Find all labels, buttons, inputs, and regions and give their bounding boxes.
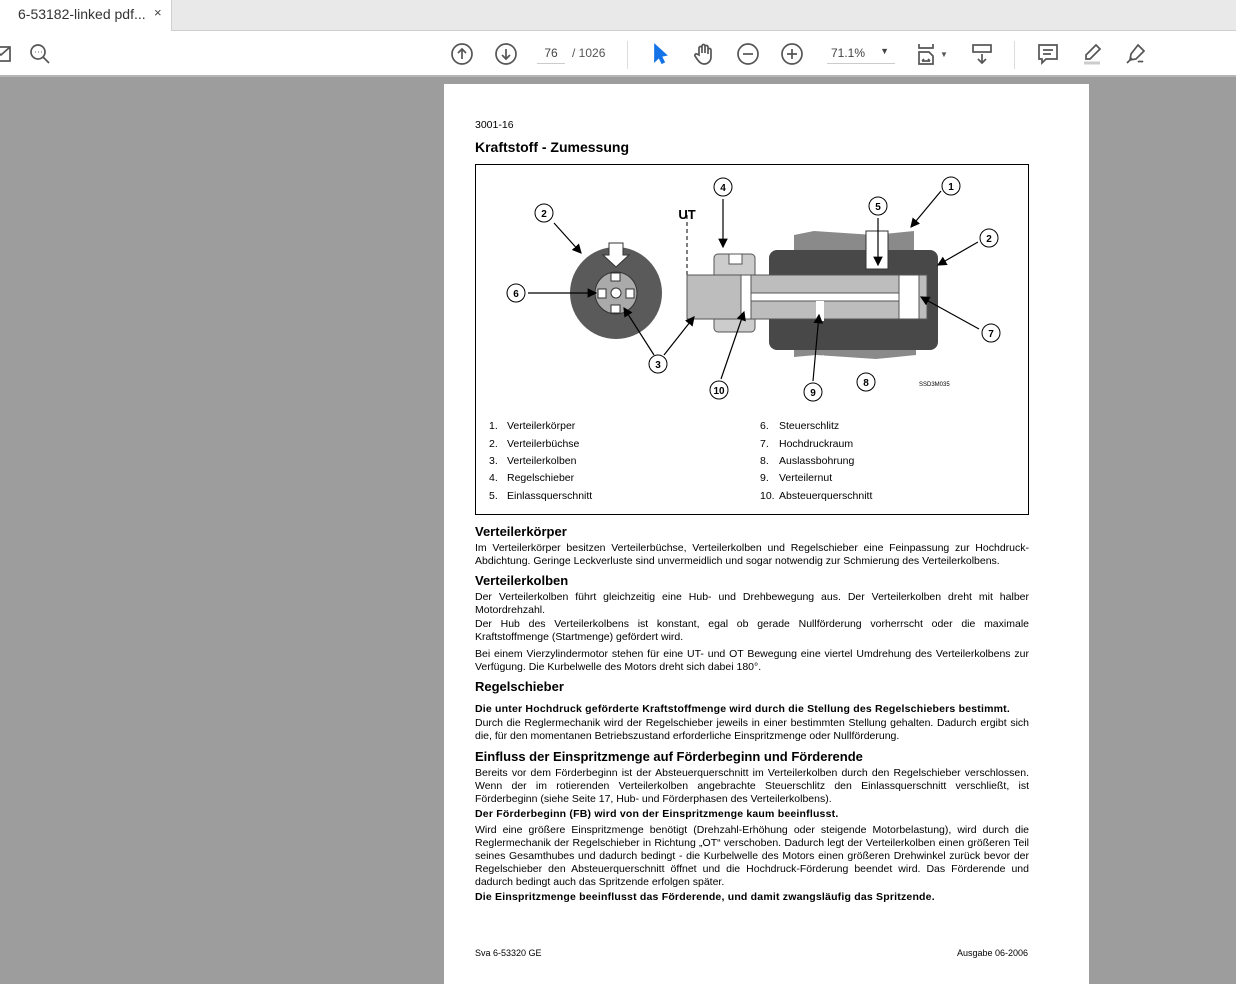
section-heading: Verteilerkolben: [475, 573, 569, 588]
paragraph: Der Hub des Verteilerkolbens ist konstant, egal ob gerade Nullförderung vorherrscht oder die maximale Kraftstoffmenge (Startmenge) gefördert wird.: [475, 618, 1029, 643]
zoom-in-icon[interactable]: [779, 41, 805, 67]
paragraph-bold: Die Einspritzmenge beeinflusst das Förderende, und damit zwangsläufig das Spritzende.: [475, 891, 935, 903]
search-icon[interactable]: [27, 41, 53, 67]
callout-9: [804, 383, 822, 401]
svg-text:9: 9: [810, 388, 816, 399]
legend-num: 9.: [760, 472, 769, 484]
paragraph-bold: Die unter Hochdruck geförderte Kraftstoffmenge wird durch die Stellung des Regelschiebers bestimmt.: [475, 703, 1010, 715]
zoom-value: 71.1%: [831, 46, 866, 60]
fit-page-icon[interactable]: [914, 41, 940, 67]
callout-1: [942, 177, 960, 195]
comment-icon[interactable]: [1035, 41, 1061, 67]
callout-8: [857, 373, 875, 391]
legend-num: 6.: [760, 420, 769, 432]
paragraph: Bereits vor dem Förderbeginn ist der Absteuerquerschnitt im Verteilerkolben durch den Regelschieber verschlossen. Wenn der im rotierenden Verteilerkolben angebrachte Steuerschlitz den Einlassquerschnitt verschließt, ist Förderbeginn (siehe Seite 17, Hub- und Förderphasen des Verteilerkolbens).: [475, 767, 1029, 805]
legend-num: 2.: [489, 438, 498, 450]
callout-3: [649, 355, 667, 373]
divider: [1014, 41, 1015, 69]
sign-icon[interactable]: [1123, 41, 1149, 67]
close-tab-icon[interactable]: ×: [154, 5, 162, 20]
mail-icon[interactable]: [0, 41, 14, 67]
legend-label: Verteilerbüchse: [507, 438, 580, 450]
page-title: Kraftstoff - Zumessung: [475, 139, 629, 155]
paragraph: Wird eine größere Einspritzmenge benötigt (Drehzahl-Erhöhung oder steigende Motorbelastung), wird durch die Reglermechanik der Regelschieber in Richtung „OT“ verschoben. Dadurch legt der Verteilerkolben einen größeren Teil seines Gesamthubes und dadurch bedingt - die Kurbelwelle des Motors einen größeren Drehwinkel zurück bevor der Regelschieber den Absteuerquerschnitt öffnet und die Hochdruck-Förderung beendet wird. Das Förderende und dadurch bedingt auch das Spritzende erfolgen später.: [475, 824, 1029, 888]
divider: [627, 41, 628, 69]
page-header-code: 3001-16: [475, 119, 514, 131]
paragraph: Im Verteilerkörper besitzen Verteilerbüchse, Verteilerkolben und Regelschieber eine Feinpassung zur Hochdruck-Abdichtung. Geringe Leckverluste sind unvermeidlich und sogar notwendig zur Schmierung des Verteilerkolbens.: [475, 542, 1029, 567]
hand-tool-icon[interactable]: [691, 41, 717, 67]
legend-num: 8.: [760, 455, 769, 467]
section-heading: Einfluss der Einspritzmenge auf Förderbeginn und Förderende: [475, 749, 863, 764]
legend-label: Einlassquerschnitt: [507, 490, 593, 502]
footer-left: Sva 6-53320 GE: [475, 948, 542, 958]
document-tab[interactable]: [0, 0, 172, 32]
legend-label: Auslassbohrung: [779, 455, 855, 467]
legend-label: Verteilerkörper: [507, 420, 576, 432]
legend-num: 10.: [760, 490, 775, 502]
svg-text:7: 7: [988, 329, 994, 340]
legend-label: Verteilerkolben: [507, 455, 577, 467]
legend-label: Regelschieber: [507, 472, 575, 484]
svg-text:6: 6: [513, 289, 519, 300]
previous-page-icon[interactable]: [449, 41, 475, 67]
select-cursor-icon[interactable]: [647, 41, 673, 67]
ut-label: UT: [678, 207, 696, 222]
callout-5: [869, 197, 887, 215]
next-page-icon[interactable]: [493, 41, 519, 67]
fit-dropdown-icon[interactable]: ▼: [940, 50, 948, 59]
paragraph: Bei einem Vierzylindermotor stehen für eine UT- und OT Bewegung eine viertel Umdrehung des Verteilerkolbens zur Verfügung. Die Kurbelwelle des Motors dreht sich dabei 180°.: [475, 648, 1029, 673]
highlight-icon[interactable]: [1079, 41, 1105, 67]
svg-text:2: 2: [986, 234, 992, 245]
legend-label: Verteilernut: [779, 472, 833, 484]
tab-title: 6-53182-linked pdf...: [18, 6, 146, 22]
scroll-mode-icon[interactable]: [969, 41, 995, 67]
legend-label: Absteuerquerschnitt: [779, 490, 873, 502]
legend-label: Hochdruckraum: [779, 438, 854, 450]
svg-text:5: 5: [875, 202, 881, 213]
section-heading: Verteilerkörper: [475, 524, 567, 539]
legend-num: 5.: [489, 490, 498, 502]
zoom-out-icon[interactable]: [735, 41, 761, 67]
paragraph-bold: Der Förderbeginn (FB) wird von der Einspritzmenge kaum beeinflusst.: [475, 808, 839, 820]
zoom-level-select[interactable]: [827, 46, 895, 64]
callout-6: [507, 284, 525, 302]
svg-text:4: 4: [720, 183, 726, 194]
svg-text:2: 2: [541, 209, 547, 220]
legend-num: 7.: [760, 438, 769, 450]
svg-text:10: 10: [713, 386, 725, 397]
legend-label: Steuerschlitz: [779, 420, 840, 432]
callout-2: [980, 229, 998, 247]
tab-bar: [0, 0, 1236, 31]
footer-right: Ausgabe 06-2006: [956, 948, 1028, 958]
svg-text:8: 8: [863, 378, 869, 389]
pdf-page: [444, 84, 1089, 984]
paragraph: Durch die Reglermechanik wird der Regelschieber jeweils in einer bestimmten Stellung gehalten. Dadurch ergibt sich die, für den momentanen Betriebszustand erforderliche Einspritzmenge oder Nullförderung.: [475, 717, 1029, 742]
callout-7: [982, 324, 1000, 342]
paragraph: Der Verteilerkolben führt gleichzeitig eine Hub- und Drehbewegung aus. Der Verteilerkolben dreht mit halber Motordrehzahl.: [475, 591, 1029, 616]
legend-num: 1.: [489, 420, 498, 432]
fuel-metering-diagram: [476, 165, 1028, 405]
figure: [475, 164, 1029, 515]
callout-4: [714, 178, 732, 196]
figure-code: SSD3M035: [919, 382, 950, 388]
svg-text:3: 3: [655, 360, 661, 371]
section-heading: Regelschieber: [475, 679, 564, 694]
toolbar: [0, 31, 1236, 77]
chevron-down-icon: ▼: [880, 46, 889, 56]
page-total: / 1026: [572, 46, 606, 60]
callout-10: [710, 381, 728, 399]
legend-num: 4.: [489, 472, 498, 484]
legend-num: 3.: [489, 455, 498, 467]
page-number-input[interactable]: 76: [537, 46, 565, 64]
callout-2: [535, 204, 553, 222]
svg-text:1: 1: [948, 182, 954, 193]
